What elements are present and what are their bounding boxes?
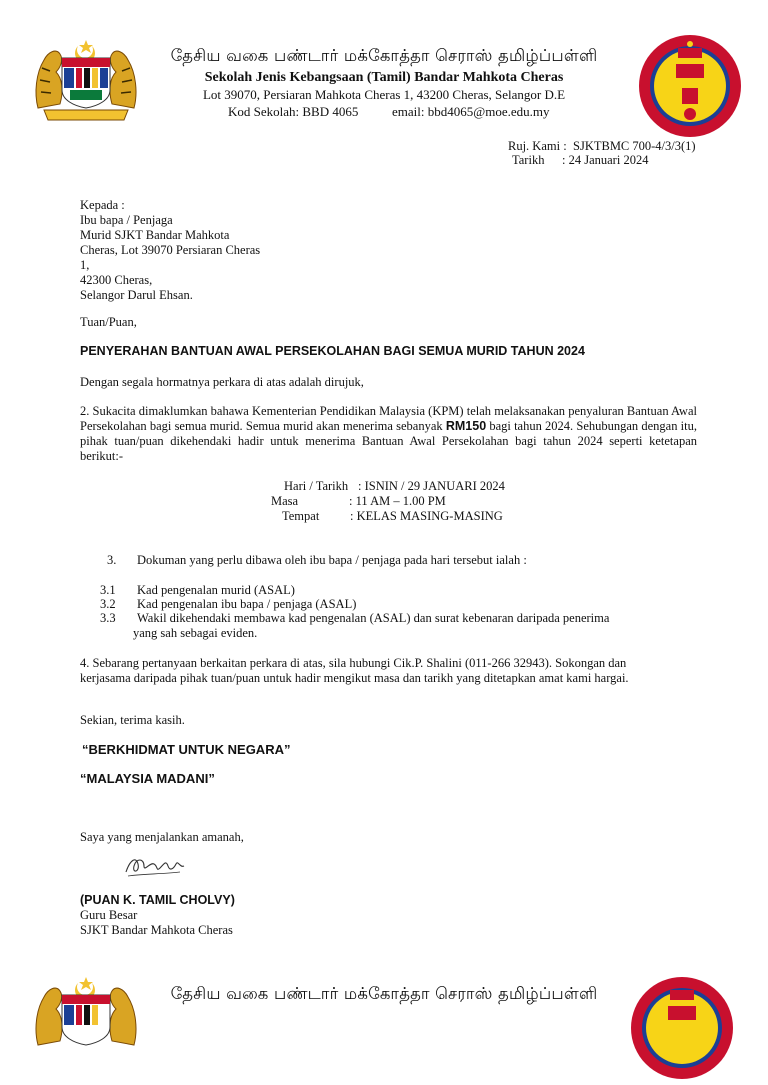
signatory-school: SJKT Bandar Mahkota Cheras <box>80 923 233 937</box>
intro-paragraph: Dengan segala hormatnya perkara di atas adalah dirujuk, <box>80 375 364 389</box>
paragraph-2 <box>80 404 697 464</box>
list-item: Kad pengenalan murid (ASAL) <box>137 583 295 597</box>
paragraph-3-number: 3. <box>107 553 117 567</box>
paragraph-2-text-cont: bagi tahun 2024. Sehubungan dengan itu, pihak tuan/puan dikehendaki hadir untuk menerima Bantuan Awal Persekolahan bagi tahun 2024 seperti ketetapan berikut:- <box>80 419 697 463</box>
ref-number: SJKTBMC 700-4/3/3(1) <box>573 139 696 153</box>
date-label: Tarikh <box>512 153 545 167</box>
handwritten-signature <box>122 850 186 885</box>
list-item: Kad pengenalan ibu bapa / penjaga (ASAL) <box>137 597 357 611</box>
recipient-line: 42300 Cheras, <box>80 273 153 287</box>
signatory-title: Guru Besar <box>80 908 138 922</box>
ref-label: Ruj. Kami : <box>508 139 567 153</box>
list-item-number: 3.3 <box>100 611 116 625</box>
schedule-day-label: Hari / Tarikh <box>284 479 349 493</box>
closing-text: Sekian, terima kasih. <box>80 713 185 727</box>
list-item-number: 3.2 <box>100 597 116 611</box>
school-address: Lot 39070, Persiaran Mahkota Cheras 1, 43200 Cheras, Selangor D.E <box>202 87 566 102</box>
schedule-place-value: : KELAS MASING-MASING <box>350 509 503 523</box>
recipient-line: Ibu bapa / Penjaga <box>80 213 173 227</box>
list-item-number: 3.1 <box>100 583 116 597</box>
paragraph-4-line: kerjasama daripada pihak tuan/puan untuk hadir mengikut masa dan tarikh yang ditetapkan amat kami hargai. <box>80 671 629 685</box>
date-value: : 24 Januari 2024 <box>562 153 649 167</box>
signatory-name: (PUAN K. TAMIL CHOLVY) <box>80 893 235 907</box>
school-email: email: bbd4065@moe.edu.my <box>392 104 550 119</box>
letter-subject: PENYERAHAN BANTUAN AWAL PERSEKOLAHAN BAGI SEMUA MURID TAHUN 2024 <box>80 344 585 358</box>
recipient-line: Selangor Darul Ehsan. <box>80 288 193 302</box>
schedule-time-label: Masa <box>271 494 299 508</box>
motto-malaysia-madani: “MALAYSIA MADANI” <box>80 771 215 786</box>
school-badge-logo <box>638 34 742 143</box>
coat-of-arms-logo <box>30 38 142 127</box>
paragraph-4-line: 4. Sebarang pertanyaan berkaitan perkara di atas, sila hubungi Cik.P. Shalini (011-266 32943). Sokongan dan <box>80 656 627 670</box>
coat-of-arms-logo-page-2 <box>30 975 142 1064</box>
schedule-day-value: : ISNIN / 29 JANUARI 2024 <box>358 479 505 493</box>
school-name: Sekolah Jenis Kebangsaan (Tamil) Bandar Mahkota Cheras <box>204 70 564 85</box>
paragraph-2-text: 2. Sukacita dimaklumkan bahawa Kementerian Pendidikan Malaysia (KPM) telah melaksanakan penyaluran Bantuan Awal Persekolahan bagi semua murid. Semua murid akan menerima sebanyak <box>80 404 697 433</box>
list-item: Wakil dikehendaki membawa kad pengenalan (ASAL) dan surat kebenaran daripada penerima <box>137 611 610 625</box>
amount-highlight: RM150 <box>445 419 487 433</box>
recipient-line: Murid SJKT Bandar Mahkota <box>80 228 230 242</box>
amanah-text: Saya yang menjalankan amanah, <box>80 830 244 844</box>
schedule-place-label: Tempat <box>282 509 320 523</box>
school-tamil-name-page-2: தேசிய வகை பண்டார் மக்கோத்தா செராஸ் தமிழ்ப்பள்ளி <box>170 984 598 1003</box>
recipient-line: Cheras, Lot 39070 Persiaran Cheras <box>80 243 261 257</box>
recipient-line: Kepada : <box>80 198 125 212</box>
recipient-line: 1, <box>80 258 90 272</box>
motto-berkhidmat: “BERKHIDMAT UNTUK NEGARA” <box>82 742 291 757</box>
salutation: Tuan/Puan, <box>80 315 137 329</box>
paragraph-3-text: Dokuman yang perlu dibawa oleh ibu bapa / penjaga pada hari tersebut ialah : <box>137 553 527 567</box>
recipient-block <box>80 198 260 303</box>
school-tamil-name: தேசிய வகை பண்டார் மக்கோத்தா செராஸ் தமிழ்ப்பள்ளி <box>170 46 598 65</box>
school-badge-logo-page-2 <box>630 976 734 1085</box>
schedule-time-value: : 11 AM – 1.00 PM <box>349 494 446 508</box>
school-code: Kod Sekolah: BBD 4065 <box>228 104 359 119</box>
list-item-continuation: yang sah sebagai eviden. <box>133 626 258 640</box>
